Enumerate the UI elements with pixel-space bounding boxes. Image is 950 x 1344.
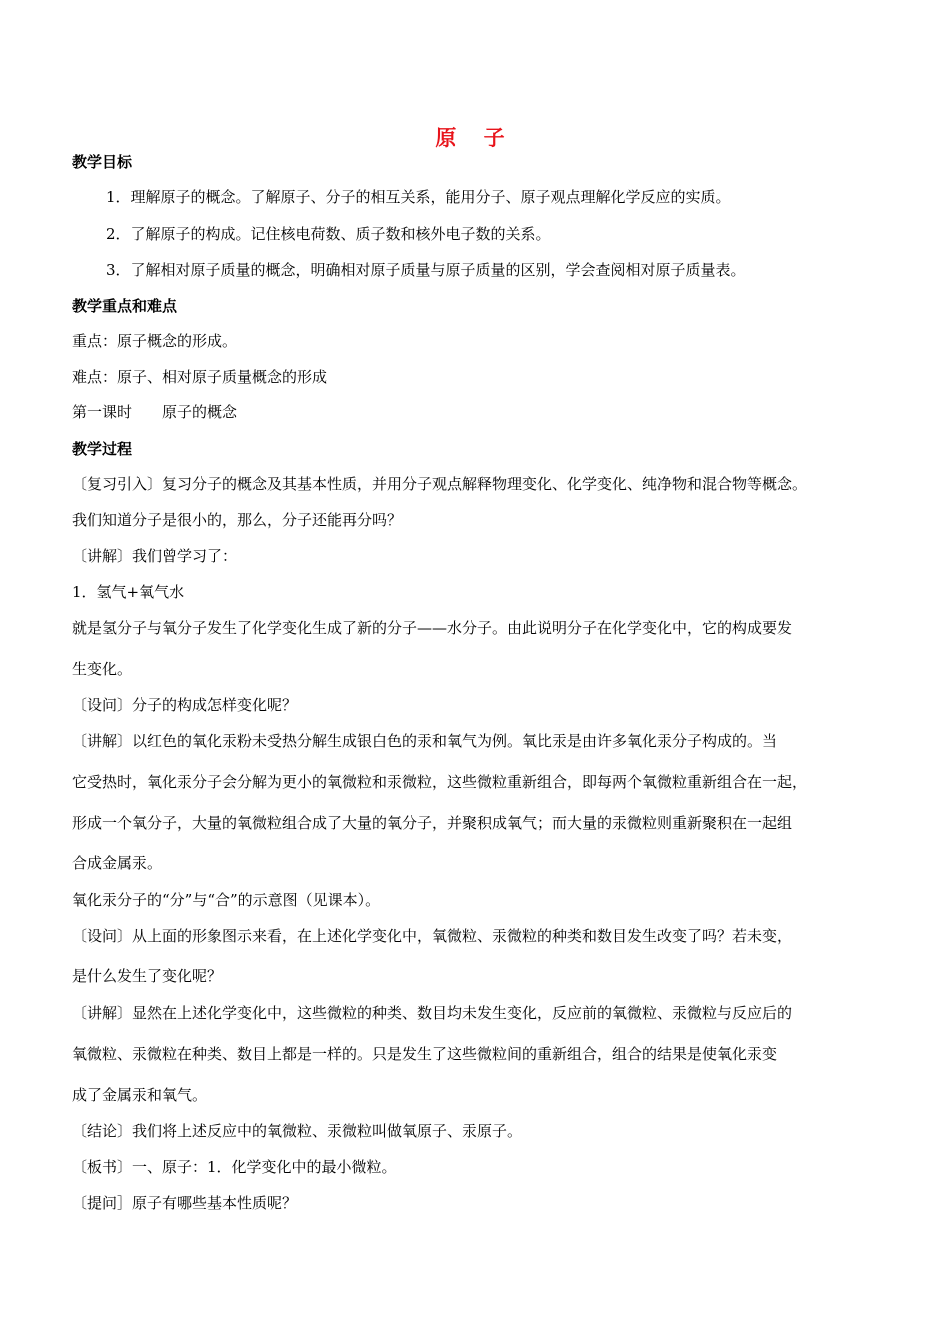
goal-item: 2．了解原子的构成。记住核电荷数、质子数和核外电子数的关系。	[106, 225, 551, 243]
body-line: 生变化。	[72, 660, 133, 678]
body-line: 〔讲解〕以红色的氧化汞粉未受热分解生成银白色的汞和氧气为例。氧比汞是由许多氧化汞分子构成的。当	[72, 732, 778, 750]
body-line: 就是氢分子与氧分子发生了化学变化生成了新的分子——水分子。由此说明分子在化学变化中，它的构成要发	[72, 619, 793, 637]
body-line: 它受热时，氧化汞分子会分解为更小的氧微粒和汞微粒，这些微粒重新组合，即每两个氧微粒重新组合在一起，	[72, 773, 808, 791]
body-line: 成了金属汞和氧气。	[72, 1086, 208, 1104]
body-line: 形成一个氧分子，大量的氧微粒组合成了大量的氧分子，并聚积成氧气；而大量的汞微粒则重新聚积在一起组	[72, 814, 793, 832]
body-line: 〔讲解〕我们曾学习了：	[72, 547, 238, 565]
goal-item: 3．了解相对原子质量的概念，明确相对原子质量与原子质量的区别，学会查阅相对原子质量表。	[106, 261, 746, 279]
body-line: 我们知道分子是很小的，那么，分子还能再分吗？	[72, 511, 403, 529]
body-line: 氧化汞分子的“分”与“合”的示意图（见课本）。	[72, 891, 381, 909]
key-point: 重点：原子概念的形成。	[72, 332, 238, 350]
body-line: 合成金属汞。	[72, 854, 163, 872]
body-line: 〔设问〕分子的构成怎样变化呢？	[72, 696, 298, 714]
difficult-point: 难点：原子、相对原子质量概念的形成	[72, 368, 328, 386]
body-line: 〔板书〕一、原子：1．化学变化中的最小微粒。	[72, 1158, 397, 1176]
body-line: 氧微粒、汞微粒在种类、数目上都是一样的。只是发生了这些微粒间的重新组合，组合的结果是使氧化汞变	[72, 1045, 778, 1063]
key-heading: 教学重点和难点	[72, 297, 178, 315]
body-line: 〔复习引入〕复习分子的概念及其基本性质，并用分子观点解释物理变化、化学变化、纯净物和混合物等概念。	[72, 475, 808, 493]
body-line: 〔提问］原子有哪些基本性质呢？	[72, 1194, 298, 1212]
body-line: 是什么发生了变化呢？	[72, 967, 223, 985]
lesson-label: 第一课时 原子的概念	[72, 403, 238, 421]
page-title: 原 子	[435, 126, 515, 150]
body-line: 1．氢气+氧气水	[72, 583, 185, 601]
goal-item: 1．理解原子的概念。了解原子、分子的相互关系，能用分子、原子观点理解化学反应的实质。	[106, 188, 731, 206]
goals-heading: 教学目标	[72, 153, 133, 171]
body-line: 〔设问〕从上面的形象图示来看，在上述化学变化中，氧微粒、汞微粒的种类和数目发生改变了吗？若未变，	[72, 927, 793, 945]
process-heading: 教学过程	[72, 440, 133, 458]
body-line: 〔结论〕我们将上述反应中的氧微粒、汞微粒叫做氧原子、汞原子。	[72, 1122, 523, 1140]
body-line: 〔讲解〕显然在上述化学变化中，这些微粒的种类、数目均未发生变化，反应前的氧微粒、汞微粒与反应后的	[72, 1004, 793, 1022]
